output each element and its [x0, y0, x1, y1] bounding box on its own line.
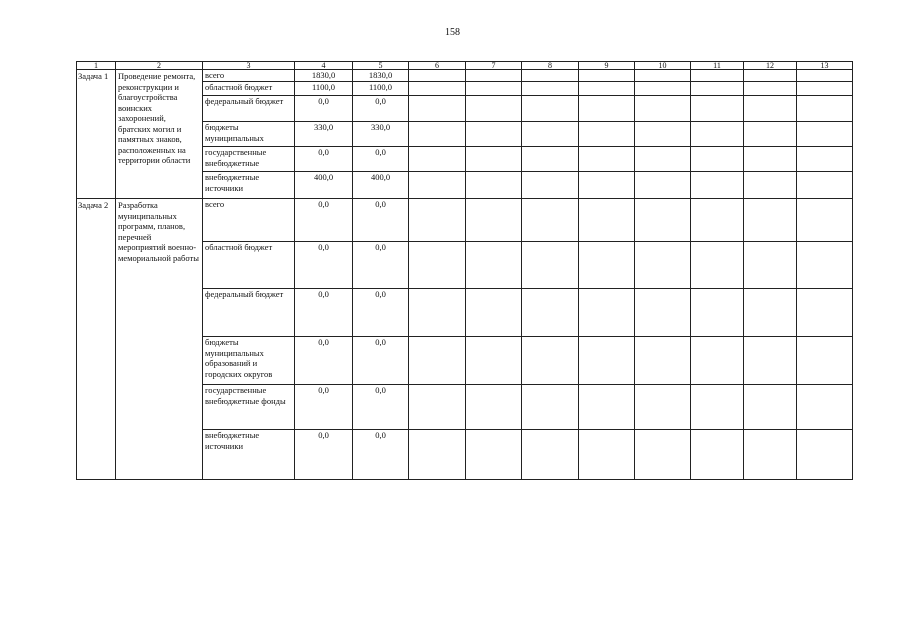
empty-cell	[409, 289, 466, 337]
empty-cell	[579, 96, 635, 122]
header-cell: 10	[635, 62, 691, 70]
empty-cell	[691, 122, 744, 147]
empty-cell	[744, 289, 797, 337]
empty-cell	[797, 122, 853, 147]
value-cell: 0,0	[353, 385, 409, 430]
empty-cell	[522, 199, 579, 242]
value-cell: 400,0	[295, 172, 353, 199]
empty-cell	[409, 82, 466, 96]
empty-cell	[797, 96, 853, 122]
empty-cell	[691, 385, 744, 430]
empty-cell	[797, 242, 853, 289]
empty-cell	[466, 82, 522, 96]
empty-cell	[635, 385, 691, 430]
empty-cell	[579, 70, 635, 82]
empty-cell	[635, 70, 691, 82]
value-cell: 0,0	[353, 337, 409, 385]
empty-cell	[522, 172, 579, 199]
empty-cell	[797, 337, 853, 385]
empty-cell	[466, 122, 522, 147]
header-cell: 9	[579, 62, 635, 70]
empty-cell	[797, 82, 853, 96]
empty-cell	[744, 147, 797, 172]
header-cell: 7	[466, 62, 522, 70]
empty-cell	[522, 70, 579, 82]
empty-cell	[691, 430, 744, 480]
funding-source: областной бюджет	[203, 242, 295, 289]
funding-source: бюджеты муниципальных образований и городских округов	[203, 337, 295, 385]
empty-cell	[522, 82, 579, 96]
empty-cell	[579, 172, 635, 199]
task-description: Проведение ремонта, реконструкции и благоустройства воинских захоронений, братских могил и памятных знаков, расположенных на территории области	[116, 70, 203, 199]
header-cell: 5	[353, 62, 409, 70]
empty-cell	[797, 199, 853, 242]
value-cell: 1830,0	[353, 70, 409, 82]
value-cell: 0,0	[295, 289, 353, 337]
empty-cell	[635, 147, 691, 172]
funding-source: всего	[203, 70, 295, 82]
funding-source: внебюджетные источники	[203, 430, 295, 480]
funding-source: областной бюджет	[203, 82, 295, 96]
empty-cell	[691, 337, 744, 385]
empty-cell	[691, 96, 744, 122]
header-cell: 6	[409, 62, 466, 70]
empty-cell	[797, 147, 853, 172]
empty-cell	[522, 122, 579, 147]
empty-cell	[635, 242, 691, 289]
empty-cell	[579, 242, 635, 289]
empty-cell	[409, 430, 466, 480]
header-cell: 11	[691, 62, 744, 70]
empty-cell	[466, 242, 522, 289]
empty-cell	[744, 172, 797, 199]
task-label: Задача 1	[77, 70, 116, 199]
table-row	[77, 70, 853, 82]
empty-cell	[522, 430, 579, 480]
empty-cell	[635, 337, 691, 385]
empty-cell	[409, 199, 466, 242]
value-cell: 0,0	[295, 242, 353, 289]
empty-cell	[579, 199, 635, 242]
empty-cell	[409, 122, 466, 147]
value-cell: 0,0	[353, 147, 409, 172]
empty-cell	[522, 242, 579, 289]
value-cell: 0,0	[353, 199, 409, 242]
empty-cell	[522, 337, 579, 385]
header-cell: 4	[295, 62, 353, 70]
empty-cell	[691, 289, 744, 337]
page-number: 158	[445, 27, 460, 38]
empty-cell	[579, 147, 635, 172]
empty-cell	[466, 147, 522, 172]
header-row	[77, 62, 853, 70]
empty-cell	[409, 70, 466, 82]
empty-cell	[579, 337, 635, 385]
empty-cell	[522, 96, 579, 122]
funding-source: государственные внебюджетные	[203, 147, 295, 172]
empty-cell	[409, 147, 466, 172]
value-cell: 1830,0	[295, 70, 353, 82]
value-cell: 0,0	[295, 199, 353, 242]
value-cell: 0,0	[295, 337, 353, 385]
header-cell: 12	[744, 62, 797, 70]
empty-cell	[409, 385, 466, 430]
empty-cell	[744, 337, 797, 385]
empty-cell	[691, 82, 744, 96]
value-cell: 0,0	[295, 96, 353, 122]
empty-cell	[797, 385, 853, 430]
empty-cell	[691, 242, 744, 289]
empty-cell	[466, 199, 522, 242]
value-cell: 0,0	[353, 289, 409, 337]
header-cell: 2	[116, 62, 203, 70]
value-cell: 0,0	[353, 242, 409, 289]
empty-cell	[579, 430, 635, 480]
empty-cell	[744, 96, 797, 122]
empty-cell	[522, 147, 579, 172]
empty-cell	[635, 199, 691, 242]
empty-cell	[409, 337, 466, 385]
value-cell: 0,0	[353, 96, 409, 122]
empty-cell	[579, 385, 635, 430]
budget-table	[76, 61, 853, 480]
header-cell: 13	[797, 62, 853, 70]
empty-cell	[797, 430, 853, 480]
header-cell: 8	[522, 62, 579, 70]
empty-cell	[579, 289, 635, 337]
value-cell: 0,0	[353, 430, 409, 480]
empty-cell	[744, 199, 797, 242]
empty-cell	[744, 242, 797, 289]
empty-cell	[797, 70, 853, 82]
empty-cell	[635, 172, 691, 199]
empty-cell	[635, 289, 691, 337]
empty-cell	[744, 430, 797, 480]
table-row	[77, 199, 853, 242]
empty-cell	[797, 172, 853, 199]
empty-cell	[635, 82, 691, 96]
value-cell: 1100,0	[353, 82, 409, 96]
empty-cell	[409, 172, 466, 199]
empty-cell	[635, 96, 691, 122]
empty-cell	[744, 70, 797, 82]
value-cell: 330,0	[353, 122, 409, 147]
empty-cell	[744, 122, 797, 147]
funding-source: федеральный бюджет	[203, 96, 295, 122]
funding-source: государственные внебюджетные фонды	[203, 385, 295, 430]
task-label: Задача 2	[77, 199, 116, 480]
empty-cell	[579, 82, 635, 96]
empty-cell	[797, 289, 853, 337]
funding-source: бюджеты муниципальных	[203, 122, 295, 147]
empty-cell	[466, 337, 522, 385]
empty-cell	[466, 430, 522, 480]
value-cell: 1100,0	[295, 82, 353, 96]
value-cell: 400,0	[353, 172, 409, 199]
value-cell: 0,0	[295, 385, 353, 430]
empty-cell	[691, 172, 744, 199]
funding-source: внебюджетные источники	[203, 172, 295, 199]
empty-cell	[744, 82, 797, 96]
empty-cell	[635, 430, 691, 480]
empty-cell	[409, 242, 466, 289]
task-description: Разработка муниципальных программ, планов, перечней мероприятий военно-мемориальной работы	[116, 199, 203, 480]
header-cell: 3	[203, 62, 295, 70]
empty-cell	[522, 289, 579, 337]
empty-cell	[466, 289, 522, 337]
empty-cell	[466, 96, 522, 122]
empty-cell	[466, 70, 522, 82]
empty-cell	[466, 172, 522, 199]
empty-cell	[744, 385, 797, 430]
header-cell: 1	[77, 62, 116, 70]
value-cell: 330,0	[295, 122, 353, 147]
empty-cell	[522, 385, 579, 430]
value-cell: 0,0	[295, 430, 353, 480]
empty-cell	[635, 122, 691, 147]
value-cell: 0,0	[295, 147, 353, 172]
empty-cell	[691, 70, 744, 82]
empty-cell	[409, 96, 466, 122]
empty-cell	[579, 122, 635, 147]
funding-source: федеральный бюджет	[203, 289, 295, 337]
empty-cell	[466, 385, 522, 430]
empty-cell	[691, 199, 744, 242]
empty-cell	[691, 147, 744, 172]
funding-source: всего	[203, 199, 295, 242]
